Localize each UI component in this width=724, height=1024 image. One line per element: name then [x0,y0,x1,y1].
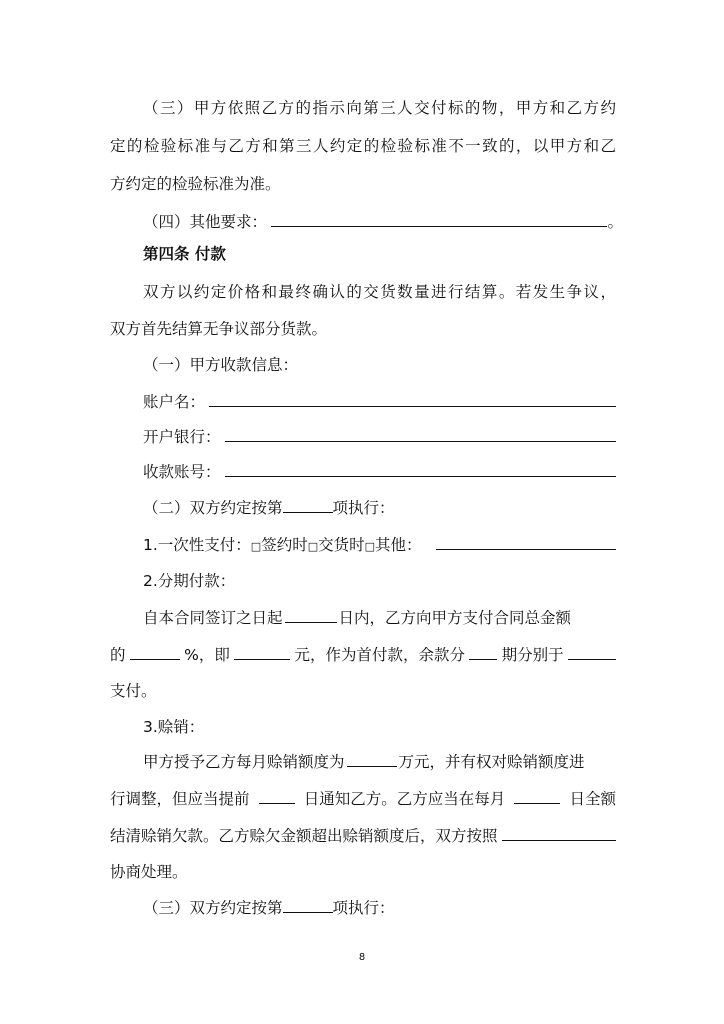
installment-percent-blank[interactable] [130,644,180,660]
installment-line3: 支付。 [110,682,157,700]
cr-a-post: 万元，并有权对赊销额度进 [398,753,585,771]
lump-sum-line [143,534,616,558]
other-requirements-blank[interactable] [271,211,607,227]
checkbox-icon[interactable]: □ [364,540,376,553]
cr-b-2: 日通知乙方。乙方应当在每月 [303,790,506,808]
credit-settle-day-blank[interactable] [514,788,560,804]
account-no-label: 收款账号： [143,463,221,481]
article4-title: 第四条 付款 [143,245,226,263]
credit-line4: 协商处理。 [110,863,188,881]
article4-item3-line [143,897,616,919]
account-no-blank[interactable] [225,461,616,477]
checkbox-icon[interactable]: □ [250,540,262,553]
item3-option-blank[interactable] [283,897,333,913]
article4-item1: （一）甲方收款信息： [143,356,299,374]
item3-post: 项执行： [332,899,395,917]
bank-label: 开户银行： [143,428,221,446]
credit-title: 3.赊销： [143,718,205,736]
article3-item3-line3: 方约定的检验标准为准。 [110,175,281,193]
item4-label: （四）其他要求： [143,213,268,231]
page-number: 8 [358,952,366,963]
article3-item3-line2: 定的检验标准与乙方和第三人约定的检验标准不一致的，以甲方和乙 [110,137,616,155]
installment-periods-blank[interactable] [469,644,497,660]
installment-days-blank[interactable] [285,607,337,623]
installment-title: 2.分期付款： [143,572,236,590]
cb-delivery-label: 交货时 [318,536,365,554]
cb-sign-label: 签约时 [261,536,308,554]
installment-line1 [143,607,603,629]
article3-item3-line1: （三）甲方依照乙方的指示向第三人交付标的物，甲方和乙方约 [143,99,616,117]
item3-pre: （三）双方约定按第 [143,899,283,917]
installment-line2 [110,644,616,666]
installment-amount-blank[interactable] [234,644,290,660]
lump-other-blank[interactable] [436,534,616,550]
cr-b-1: 行调整，但应当提前 [110,790,250,808]
credit-line2 [110,788,616,810]
inst-b-1: 的 [110,646,126,664]
article3-item4-line [143,211,623,233]
inst-b-2: %，即 [184,646,230,664]
checkbox-icon[interactable]: □ [307,540,319,553]
bank-blank[interactable] [225,426,616,442]
inst-b-3: 元，作为首付款，余款分 [294,646,466,664]
credit-line1 [143,751,616,773]
credit-overlimit-blank[interactable] [502,825,616,841]
article4-para-line1: 双方以约定价格和最终确认的交货数量进行结算。若发生争议， [143,283,616,301]
credit-notice-days-blank[interactable] [259,788,295,804]
installment-dates-blank[interactable] [568,644,616,660]
credit-line3 [110,825,616,847]
cb-other-label: 其他： [375,536,422,554]
account-no-line [143,461,616,483]
credit-limit-blank[interactable] [347,751,397,767]
cr-b-3: 日全额 [569,790,616,808]
item2-pre: （二）双方约定按第 [143,499,283,517]
cr-a-pre: 甲方授予乙方每月赊销额度为 [143,753,345,771]
cr-c: 结清赊销欠款。乙方赊欠金额超出赊销额度后，双方按照 [110,827,498,845]
lump-sum-label: 1.一次性支付： [143,536,251,554]
bank-line [143,426,616,448]
article4-item2-line [143,497,616,519]
inst-b-4: 期分别于 [501,646,564,664]
article4-para-line2: 双方首先结算无争议部分货款。 [110,320,328,338]
inst-a-pre: 自本合同签订之日起 [143,609,283,627]
account-name-label: 账户名： [143,393,206,411]
item4-end: 。 [607,213,623,231]
item2-option-blank[interactable] [283,497,333,513]
item2-post: 项执行： [332,499,395,517]
account-name-line [143,391,616,413]
account-name-blank[interactable] [209,391,616,407]
inst-a-post: 日内，乙方向甲方支付合同总金额 [338,609,572,627]
